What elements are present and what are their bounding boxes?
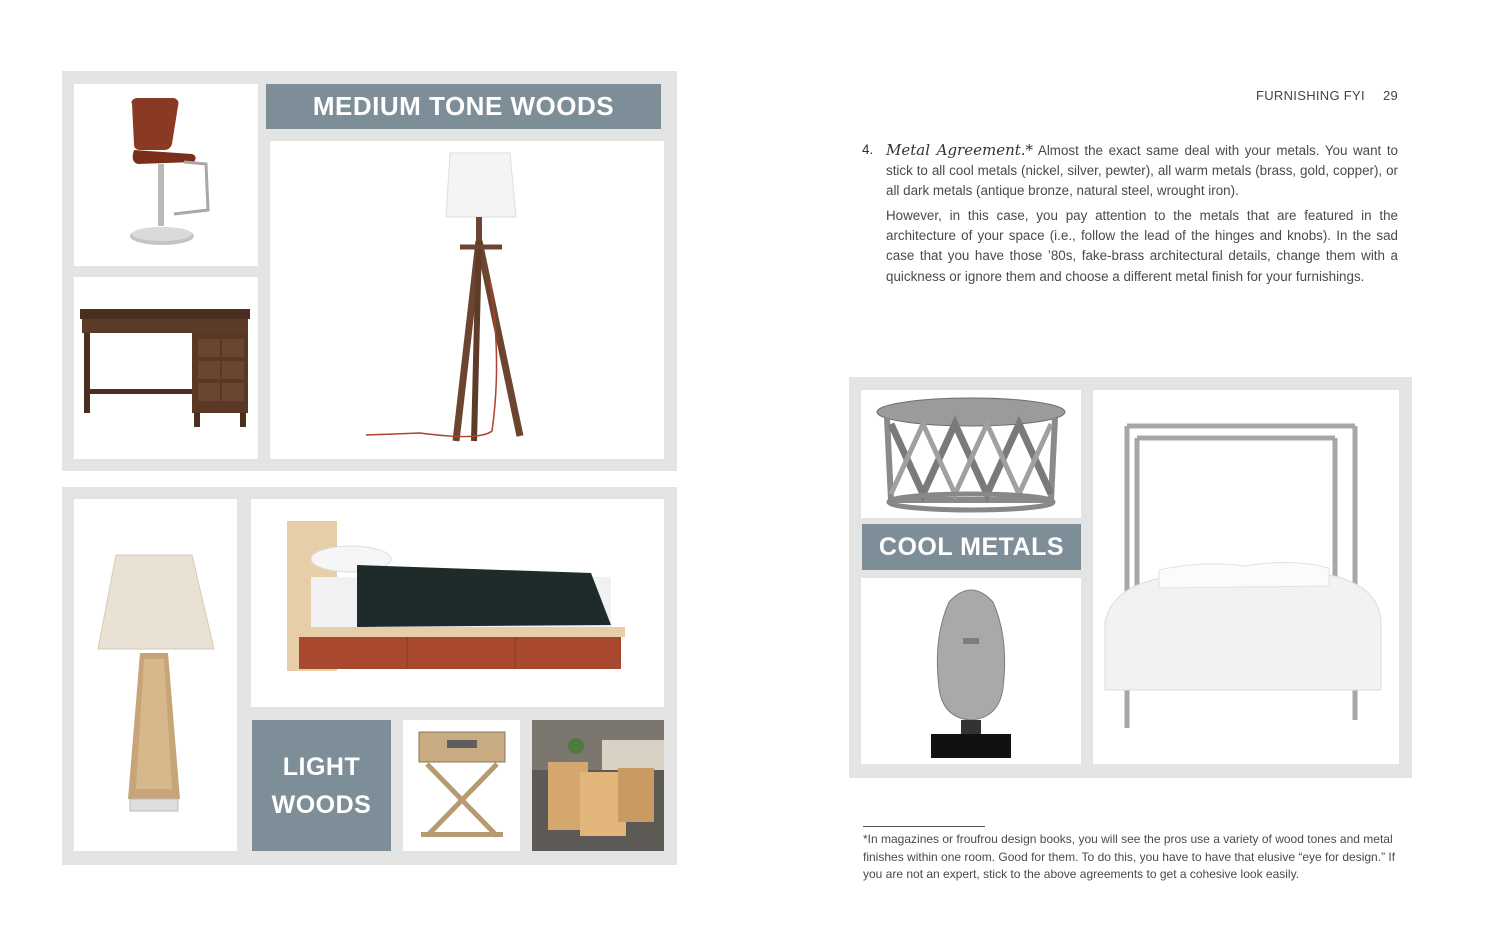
light-woods-label (252, 720, 391, 851)
list-item-number: 4. (862, 142, 874, 157)
running-head (1200, 88, 1398, 103)
item-title: Metal Agreement.* (886, 141, 1034, 159)
paragraph-1-text: Almost the exact same deal with your metals. You want to stick to all cool metals (nickel, silver, pewter), all warm metals (brass, gold, copper), or all dark metals (antique bronze, natural steel, wrought iron). (886, 143, 1399, 199)
metal-agreement-paragraph (886, 140, 1398, 202)
buddha-head-photo (861, 578, 1081, 764)
floor-lamp-photo (270, 141, 664, 459)
light-woods-board (62, 487, 677, 865)
desk-photo (74, 277, 258, 459)
campaign-side-table-photo (403, 720, 520, 851)
medium-tone-woods-label: MEDIUM TONE WOODS (266, 84, 661, 129)
metal-coffee-table-photo (861, 390, 1081, 518)
light-woods-label-line2: WOODS (271, 790, 372, 819)
cool-metals-board (849, 377, 1412, 778)
running-head-title: FURNISHING FYI (1256, 88, 1365, 103)
light-woods-label-line1: LIGHT (282, 752, 361, 781)
paragraph-2: However, in this case, you pay attention to the metals that are featured in the architecture of your space (i.e., follow the lead of the hinges and knobs). In the sad case that you have those ’80s, fake-brass architectural details, change them with a quickness or ignore them and choose a different metal finish for your furnishings. (886, 208, 1398, 284)
medium-tone-woods-board (62, 71, 677, 471)
bar-stool-photo (74, 84, 258, 266)
storage-bed-photo (251, 499, 664, 707)
footnote: *In magazines or froufrou design books, you will see the pros use a variety of wood tones and metal finishes within one room. Good for them. To do this, you have to have that elusive “eye for design.” If you are not an expert, stick to the above agreements to get a cohesive look easily. (863, 832, 1396, 881)
page-number: 29 (1382, 88, 1398, 103)
canopy-bed-photo (1093, 390, 1399, 764)
footnote-rule (863, 826, 985, 827)
wood-stump-tables-photo (532, 720, 664, 851)
cool-metals-label: COOL METALS (862, 524, 1081, 570)
table-lamp-photo (74, 499, 237, 851)
